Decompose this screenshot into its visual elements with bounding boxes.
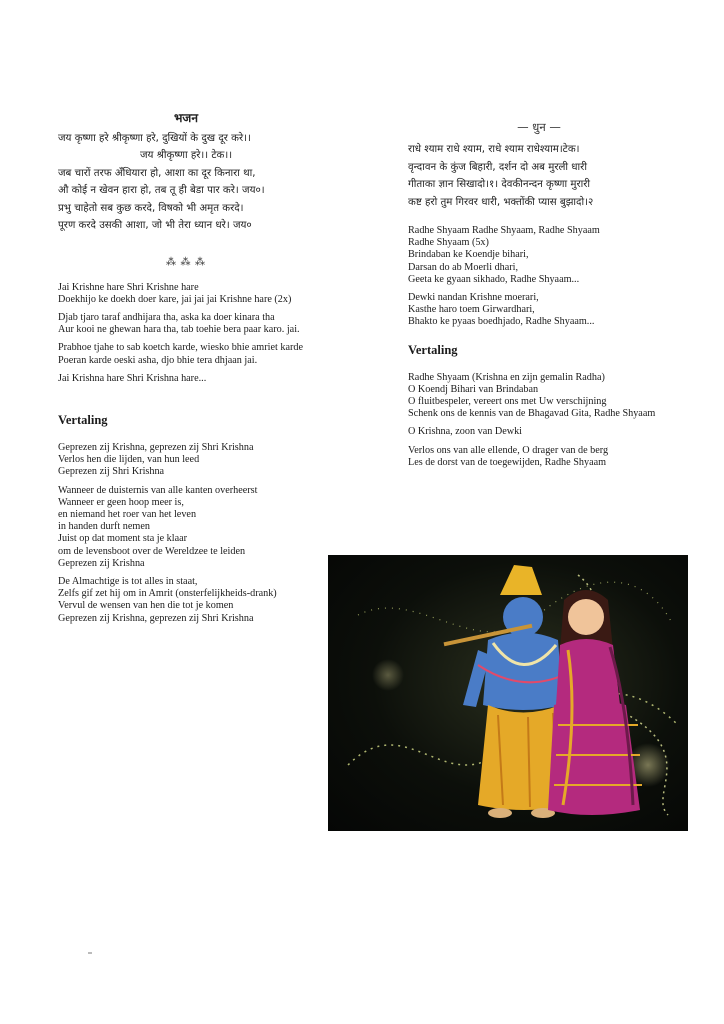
- paragraph: [58, 576, 314, 625]
- bhajan-vertaling: [58, 442, 314, 625]
- text-line: De Almachtige is tot alles in staat,: [58, 575, 198, 587]
- dhun-devanagari-block: [408, 141, 670, 211]
- text-line: en niemand het roer van het leven: [58, 508, 197, 520]
- text-line: Zelfs gif zet hij om in Amrit (onsterfelijkheids-drank): [58, 588, 277, 600]
- paragraph: [58, 342, 314, 366]
- krishna-radha-illustration: [328, 555, 688, 831]
- bhajan-dev-line-2: जय श्रीकृष्णा हरे।। टेक।।: [139, 150, 233, 161]
- bhajan-transliteration: [58, 282, 314, 385]
- paragraph: [58, 282, 314, 306]
- text-line: Schenk ons de kennis van de Bhagavad Gita, Radhe Shyaam: [408, 408, 656, 420]
- text-line: O Koendj Bihari van Brindaban: [408, 383, 539, 395]
- text-line: Radhe Shyaam Radhe Shyaam, Radhe Shyaam: [408, 225, 600, 236]
- dhun-dev-line-2: वृन्दावन के कुंज बिहारी, दर्शन दो अब मुरली धारी: [408, 161, 587, 173]
- text-line: Doekhijo ke doekh doer kare, jai jai jai Krishne hare (2x): [58, 293, 292, 305]
- dhun-dev-line-1: राधे श्याम राधे श्याम, राधे श्याम राधेश्याम।टेक।: [408, 144, 580, 155]
- text-line: Jai Krishne hare Shri Krishne hare: [58, 281, 199, 293]
- text-line: Aur kooi ne ghewan hara tha, tab toehie bera paar karo. jai.: [58, 324, 300, 336]
- paragraph: [58, 312, 314, 336]
- text-line: Kasthe haro toem Girwardhari,: [408, 304, 535, 316]
- bhajan-dev-line-5: प्रभु चाहेतो सब कुछ करदे, विषको भी अमृत करदे।: [58, 202, 244, 214]
- dhun-transliteration: [408, 225, 670, 329]
- bhajan-title: भजन: [173, 111, 198, 125]
- text-line: Geprezen zij Shri Krishna: [58, 466, 165, 478]
- bhajan-dev-line-3: जब चारों तरफ अँधियारा हो, आशा का दूर किनारा था,: [58, 167, 256, 179]
- text-line: Bhakto ke pyaas boedhjado, Radhe Shyaam...: [408, 316, 595, 328]
- paragraph: [58, 373, 314, 385]
- ornament-divider: ⁂ ⁂ ⁂: [166, 256, 206, 268]
- text-line: Radhe Shyaam (5x): [408, 237, 489, 249]
- dhun-title: — धुन —: [517, 120, 561, 134]
- bhajan-dev-line-6: पूरण करदे उसकी आशा, जो भी तेरा ध्यान धरे। जय०: [58, 220, 252, 231]
- dhun-column: [408, 120, 670, 475]
- paragraph: [408, 225, 670, 286]
- text-line: O Krishna, zoon van Dewki: [408, 426, 523, 438]
- radha-figure: [548, 590, 642, 815]
- text-line: Poeran karde oeski asha, djo bhie tera dhjaan jai.: [58, 354, 258, 366]
- bhajan-vertaling-heading: Vertaling: [58, 412, 108, 427]
- paragraph: [408, 445, 670, 469]
- bhajan-dev-line-4: औ कोई न खेवन हारा हो, तब तू ही बेडा पार करे। जय०।: [58, 185, 265, 196]
- text-line: Prabhoe tjahe to sab koetch karde, wiesko bhie amriet karde: [58, 342, 303, 354]
- text-line: Verlos hen die lijden, van hun leed: [58, 454, 200, 466]
- paragraph: [58, 442, 314, 479]
- text-line: Darsan do ab Moerli dhari,: [408, 261, 519, 273]
- dhun-dev-line-3: गीताका ज्ञान सिखादो।१। देवकीनन्दन कृष्णा मुरारी: [408, 179, 591, 190]
- text-line: Verlos ons van alle ellende, O drager van de berg: [408, 444, 609, 456]
- text-line: om de levensboot over de Wereldzee te leiden: [58, 545, 246, 557]
- text-line: Brindaban ke Koendje bihari,: [408, 249, 529, 261]
- text-line: Geprezen zij Krishna: [58, 557, 145, 569]
- text-line: Jai Krishna hare Shri Krishna hare...: [58, 372, 207, 384]
- dhun-vertaling-heading: Vertaling: [408, 342, 458, 357]
- text-line: Wanneer er geen hoop meer is,: [58, 496, 184, 508]
- paragraph: [408, 372, 670, 421]
- text-line: Geprezen zij Krishna, geprezen zij Shri Krishna: [58, 612, 254, 624]
- text-line: Juist op dat moment sta je klaar: [58, 533, 188, 545]
- paragraph: [408, 292, 670, 329]
- paragraph: [58, 485, 314, 570]
- text-line: O fluitbespeler, vereert ons met Uw verschijning: [408, 396, 607, 408]
- text-line: Les de dorst van de toegewijden, Radhe Shyaam: [408, 456, 607, 468]
- text-line: Wanneer de duisternis van alle kanten overheerst: [58, 484, 258, 496]
- dhun-vertaling: [408, 372, 670, 469]
- dhun-dev-line-4: कष्ट हरो तुम गिरवर धारी, भक्तोंकी प्यास बुझादो।२: [408, 196, 594, 208]
- text-line: Geprezen zij Krishna, geprezen zij Shri Krishna: [58, 441, 254, 453]
- paragraph: [408, 426, 670, 438]
- text-line: Geeta ke gyaan sikhado, Radhe Shyaam...: [408, 273, 580, 285]
- bhajan-column: [58, 110, 314, 631]
- bhajan-devanagari-block: [58, 130, 314, 235]
- text-line: Dewki nandan Krishne moerari,: [408, 292, 539, 304]
- text-line: Djab tjaro taraf andhijara tha, aska ka doer kinara tha: [58, 311, 275, 323]
- text-line: Radhe Shyaam (Krishna en zijn gemalin Radha): [408, 371, 605, 383]
- text-line: Vervul de wensen van hen die tot je komen: [58, 600, 234, 612]
- text-line: in handen durft nemen: [58, 521, 150, 533]
- bhajan-dev-line-1: जय कृष्णा हरे श्रीकृष्णा हरे, दुखियों के दुख दूर करे।।: [58, 132, 251, 144]
- scan-speck: [88, 952, 92, 954]
- krishna-radha-image: [328, 555, 688, 831]
